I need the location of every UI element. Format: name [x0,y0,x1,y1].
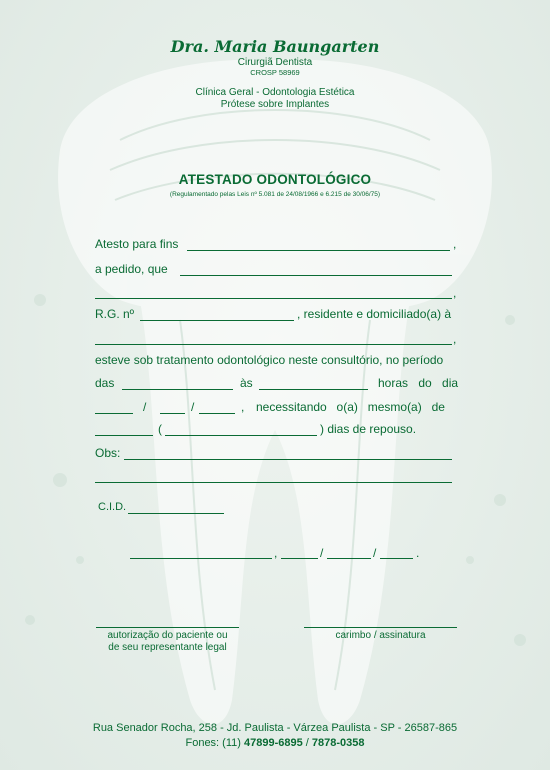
doctor-name: Dra. Maria Baungarten [170,37,380,56]
document-title: ATESTADO ODONTOLÓGICO [178,172,372,187]
phone-2: 7878-0358 [311,737,365,749]
das-label: das [95,376,115,390]
rg-label: R.G. nº [95,307,135,321]
start-time-field[interactable] [122,389,233,390]
patient-name-field[interactable] [180,275,452,276]
necessitando-label: necessitando o(a) mesmo(a) de [256,400,445,414]
date-slash-4: / [373,546,377,560]
patient-signature-caption-1: autorização do paciente ou [107,630,228,641]
comma-4: , [241,400,245,414]
year-field[interactable] [199,413,235,414]
treatment-statement: esteve sob tratamento odontológico neste consultório, no período [95,353,444,367]
end-time-field[interactable] [259,389,368,390]
obs-label: Obs: [95,446,121,460]
patient-signature-line[interactable] [96,627,239,628]
sign-day-field[interactable] [281,558,318,559]
as-label: às [240,376,253,390]
comma-3: , [453,332,457,346]
cid-field[interactable] [128,513,224,514]
dentist-signature-caption: carimbo / assinatura [335,630,426,641]
sign-month-field[interactable] [327,558,371,559]
phones-prefix: Fones: (11) [185,737,244,749]
horas-label: horas do dia [378,376,459,390]
comma-2: , [453,286,457,300]
specialty-line-2: Prótese sobre Implantes [220,99,330,110]
date-slash-1: / [143,400,147,414]
residente-label: , residente e domiciliado(a) à [297,307,452,321]
obs-field-continued[interactable] [95,482,452,483]
rg-field[interactable] [140,320,294,321]
phone-1: 47899-6895 [243,737,303,749]
cid-label: C.I.D. [98,501,127,513]
dentist-signature-line[interactable] [304,627,457,628]
days-words-field[interactable] [165,435,317,436]
profession-label: Cirurgiã Dentista [237,57,313,68]
atesto-label: Atesto para fins [95,237,179,251]
day-field[interactable] [95,413,133,414]
month-field[interactable] [160,413,185,414]
purpose-field[interactable] [187,250,450,251]
a-pedido-label: a pedido, que [95,262,168,276]
obs-field[interactable] [124,459,452,460]
period: . [416,546,420,560]
phone-separator: / [302,737,312,749]
days-number-field[interactable] [95,435,153,436]
registration-number: CROSP 58969 [250,68,300,77]
patient-signature-caption-2: de seu representante legal [108,642,227,653]
patient-name-continued-field[interactable] [95,298,452,299]
comma-1: , [453,237,457,251]
footer-address: Rua Senador Rocha, 258 - Jd. Paulista - Várzea Paulista - SP - 26587-865 [92,722,458,734]
comma-5: , [274,546,278,560]
law-note: (Regulamentado pelas Leis nº 5.081 de 24/08/1966 e 6.215 de 30/06/75) [169,191,381,198]
sign-year-field[interactable] [380,558,413,559]
footer-phones [0,737,550,749]
date-slash-2: / [191,400,195,414]
place-field[interactable] [130,558,272,559]
date-slash-3: / [320,546,324,560]
address-field[interactable] [95,344,452,345]
dias-label: ) dias de repouso. [320,422,417,436]
specialty-line-1: Clínica Geral - Odontologia Estética [195,87,355,98]
paren-open: ( [158,422,162,436]
